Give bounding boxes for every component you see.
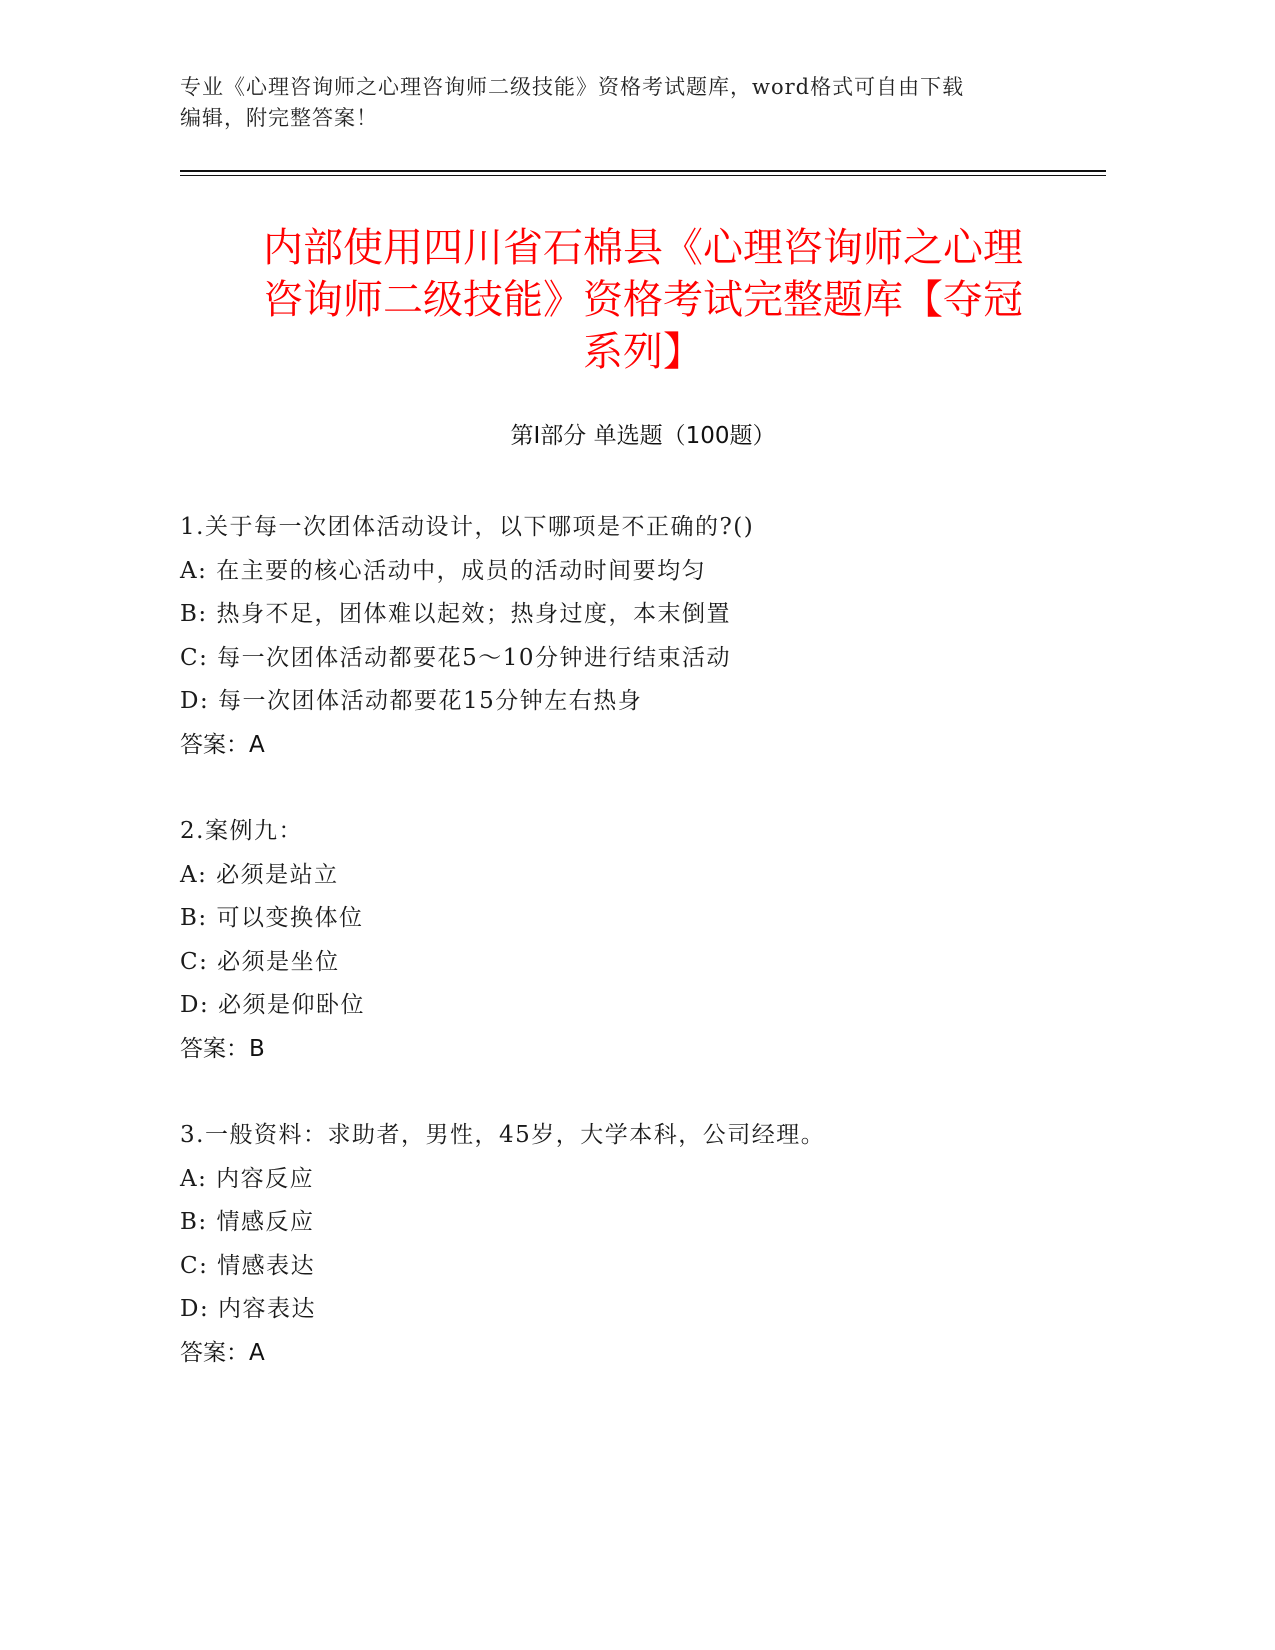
option-a: A: 内容反应 xyxy=(180,1165,315,1192)
header-rule-thin xyxy=(180,175,1106,176)
option-d: D: 每一次团体活动都要花15分钟左右热身 xyxy=(180,688,643,714)
header-note-line-1: 专业《心理咨询师之心理咨询师二级技能》资格考试题库，word格式可自由下载 xyxy=(180,75,965,99)
option-a: A: 必须是站立 xyxy=(180,861,339,888)
option-d: D: 必须是仰卧位 xyxy=(180,992,366,1018)
answer: 答案：A xyxy=(180,731,265,758)
document-title-line-3: 系列】 xyxy=(583,329,703,375)
option-b: B: 热身不足，团体难以起效；热身过度，本末倒置 xyxy=(180,601,731,627)
option-a: A: 在主要的核心活动中，成员的活动时间要均匀 xyxy=(180,557,707,584)
answer: 答案：A xyxy=(180,1339,265,1366)
answer: 答案：B xyxy=(180,1035,265,1062)
header-note-line-2: 编辑，附完整答案！ xyxy=(180,106,378,130)
option-b: B: 情感反应 xyxy=(180,1209,315,1235)
option-c: C: 必须是坐位 xyxy=(180,948,340,975)
question-list xyxy=(180,506,1106,1418)
document-title-line-1: 内部使用四川省石棉县《心理咨询师之心理 xyxy=(263,225,1023,271)
question-2 xyxy=(180,810,1106,1071)
question-1 xyxy=(180,506,1106,767)
option-c: C: 每一次团体活动都要花5～10分钟进行结束活动 xyxy=(180,644,732,671)
question-stem: 3.一般资料：求助者，男性，45岁，大学本科，公司经理。 xyxy=(180,1122,826,1148)
question-stem: 1.关于每一次团体活动设计，以下哪项是不正确的?() xyxy=(180,514,755,540)
option-d: D: 内容表达 xyxy=(180,1296,317,1322)
section-title: 第Ⅰ部分 单选题（100题） xyxy=(510,423,776,449)
question-3 xyxy=(180,1114,1106,1375)
header-note xyxy=(180,72,1080,134)
option-c: C: 情感表达 xyxy=(180,1252,316,1279)
option-b: B: 可以变换体位 xyxy=(180,905,364,931)
document-title-line-2: 咨询师二级技能》资格考试完整题库【夺冠 xyxy=(263,277,1023,323)
document-title xyxy=(180,222,1106,378)
header-rule-thick xyxy=(180,170,1106,172)
question-stem: 2.案例九： xyxy=(180,818,303,844)
